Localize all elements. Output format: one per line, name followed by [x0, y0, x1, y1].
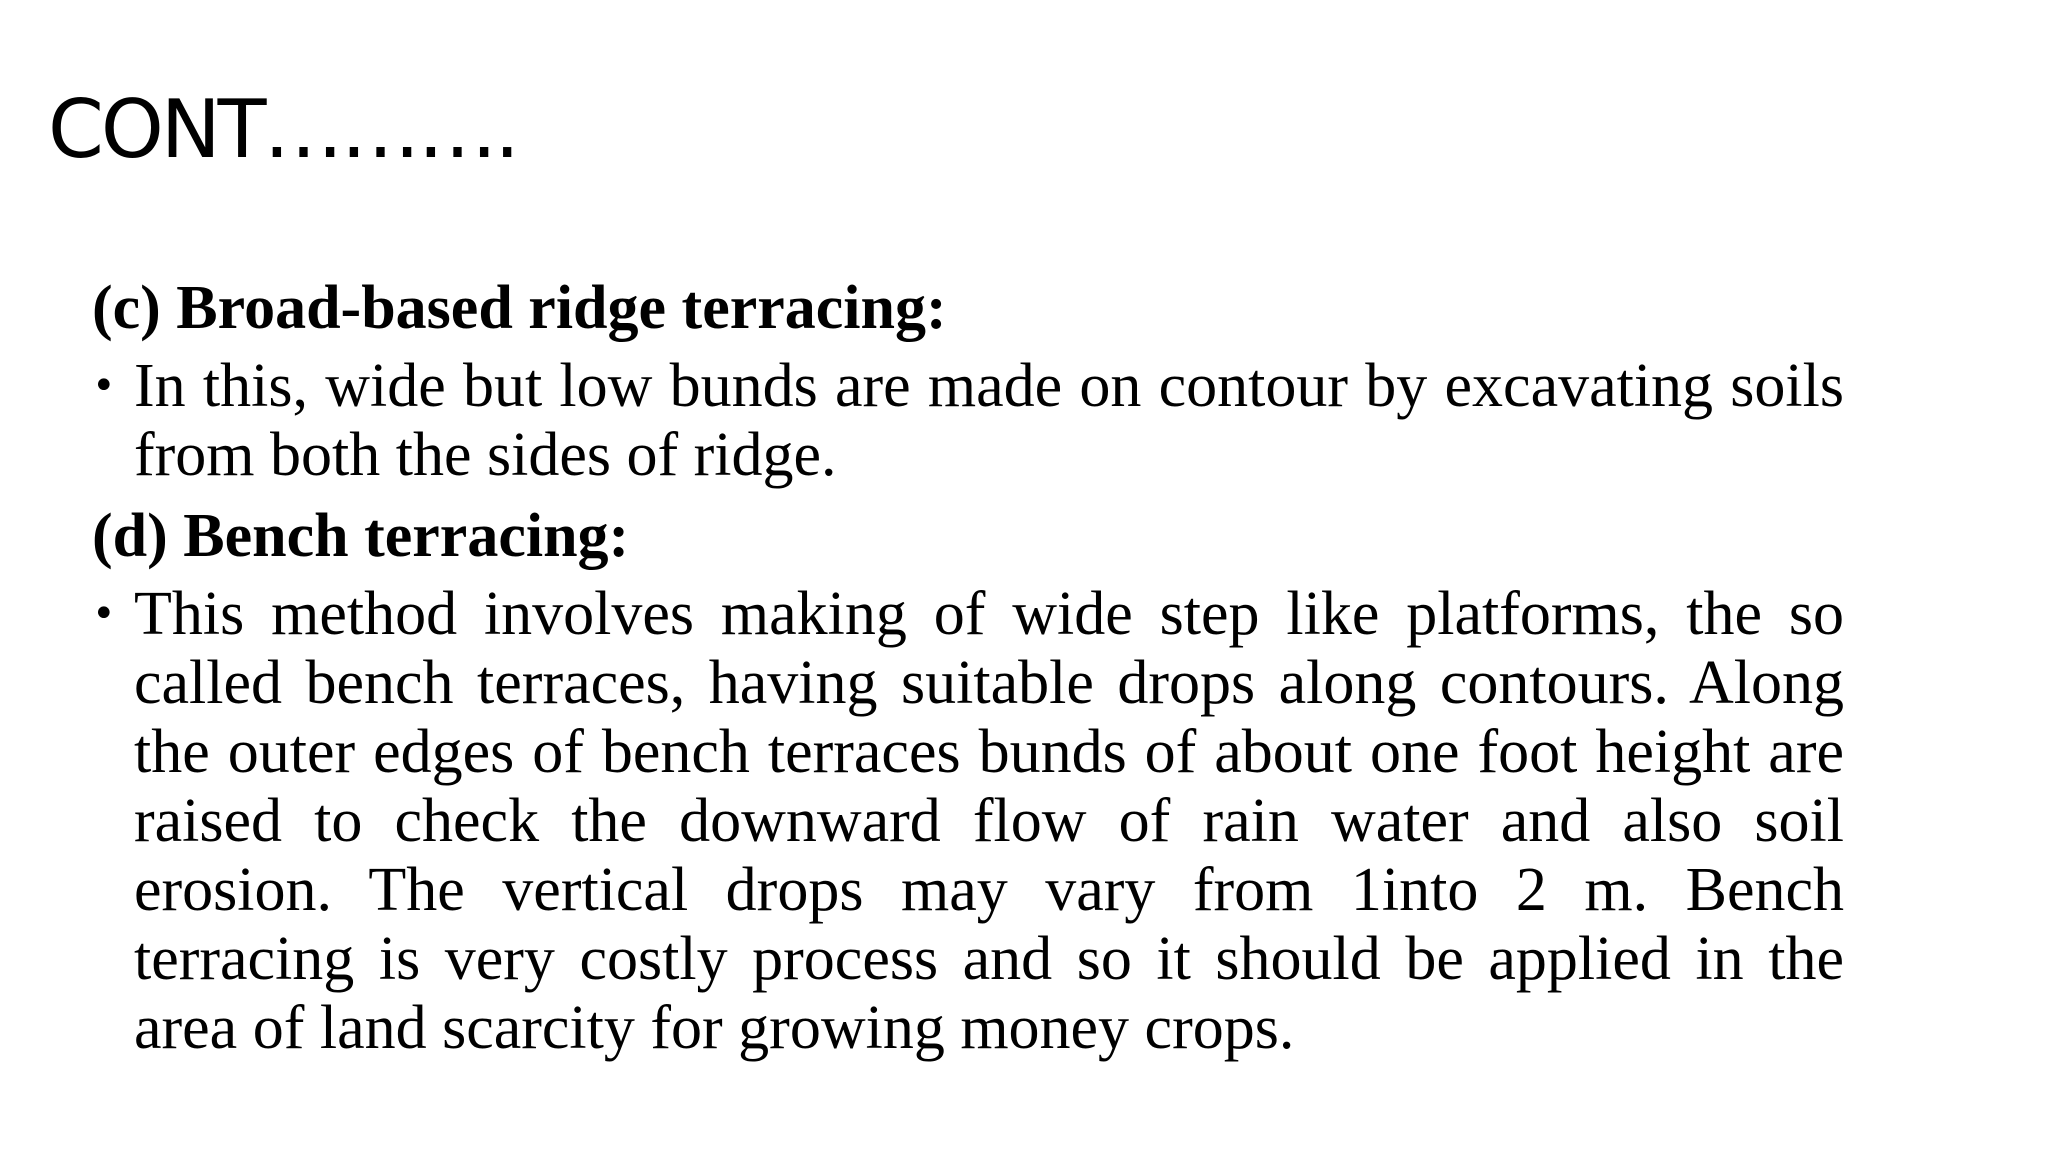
bullet-text: In this, wide but low bunds are made on contour by excavating soils from both the sides of ridge.: [134, 352, 1844, 489]
bullet-text: This method involves making of wide step like platforms, the so called bench terraces, having suitable drops along contours. Along the outer edges of bench terraces bunds of about one foot height are raised to check the downward flow of rain water and also soil erosion. The vertical drops may vary from 1into 2 m. Bench terracing is very costly process and so it should be applied in the area of land scarcity for growing money crops.: [134, 580, 1844, 1062]
section-heading-bench-terracing: (d) Bench terracing:: [92, 502, 630, 570]
slide-content: [92, 268, 1844, 1069]
bullet-item-bench-terracing: [92, 580, 1844, 1063]
section-heading-broad-based-ridge: (c) Broad-based ridge terracing:: [92, 274, 947, 342]
bullet-icon: •: [92, 363, 116, 409]
bullet-item-broad-based-ridge: [92, 352, 1844, 490]
slide-title: CONT……….: [48, 83, 517, 176]
bullet-icon: •: [92, 591, 116, 637]
